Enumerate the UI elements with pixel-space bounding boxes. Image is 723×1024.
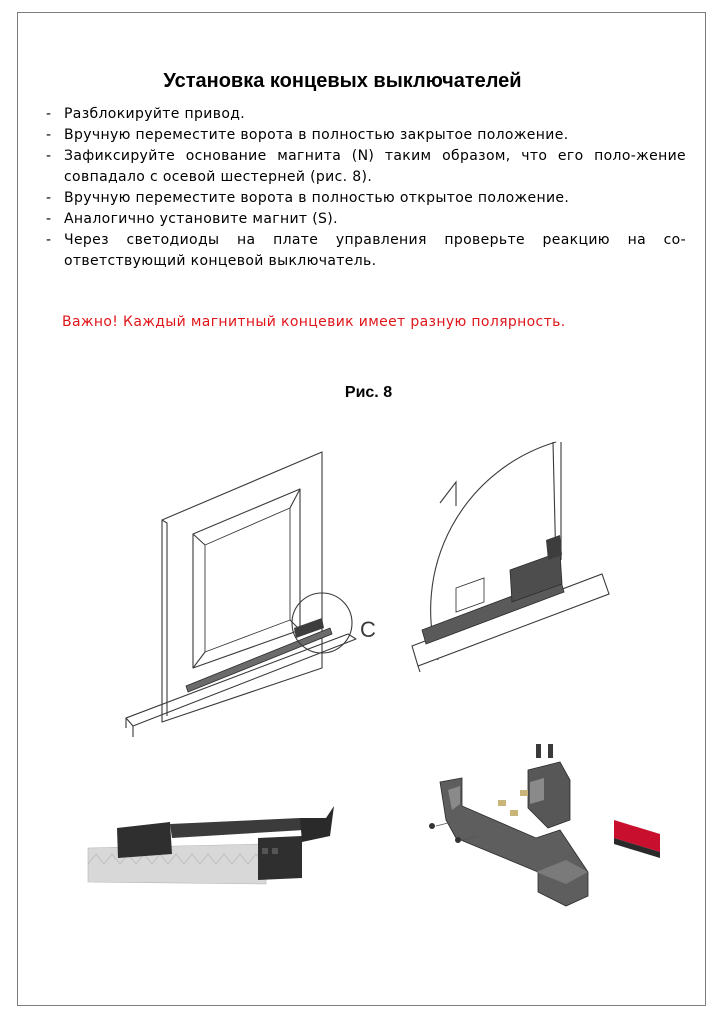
step-bullet: - (46, 148, 52, 164)
detail-label: C (360, 617, 376, 642)
gate-illustration (126, 452, 356, 737)
step-text: Вручную переместите ворота в полностью открытое положение. (64, 190, 570, 206)
figure-caption: Рис. 8 (344, 384, 393, 401)
polarity-warning: Важно! Каждый магнитный концевик имеет разную полярность. (62, 314, 566, 330)
magnet-red-block (614, 820, 660, 858)
step-text: Вручную переместите ворота в полностью закрытое положение. (64, 127, 569, 143)
magnet-holder-exploded-view (429, 744, 588, 906)
step-bullet: - (46, 190, 52, 206)
step-bullet: - (46, 106, 52, 122)
step-text: Аналогично установите магнит (S). (64, 211, 338, 227)
step-bullet: - (46, 232, 52, 248)
page-title: Установка концевых выключателей (163, 70, 522, 92)
step-text: Разблокируйте привод. (64, 106, 246, 122)
limit-switch-assembly-photo (88, 806, 334, 884)
step-text: Через светодиоды на плате управления проверьте реакцию на со-ответствующий концевой выключатель. (64, 232, 686, 269)
step-text: Зафиксируйте основание магнита (N) таким образом, что его поло-жение совпадало с осевой шестерней (рис. 8). (64, 148, 686, 185)
step-bullet: - (46, 127, 52, 143)
step-bullet: - (46, 211, 52, 227)
